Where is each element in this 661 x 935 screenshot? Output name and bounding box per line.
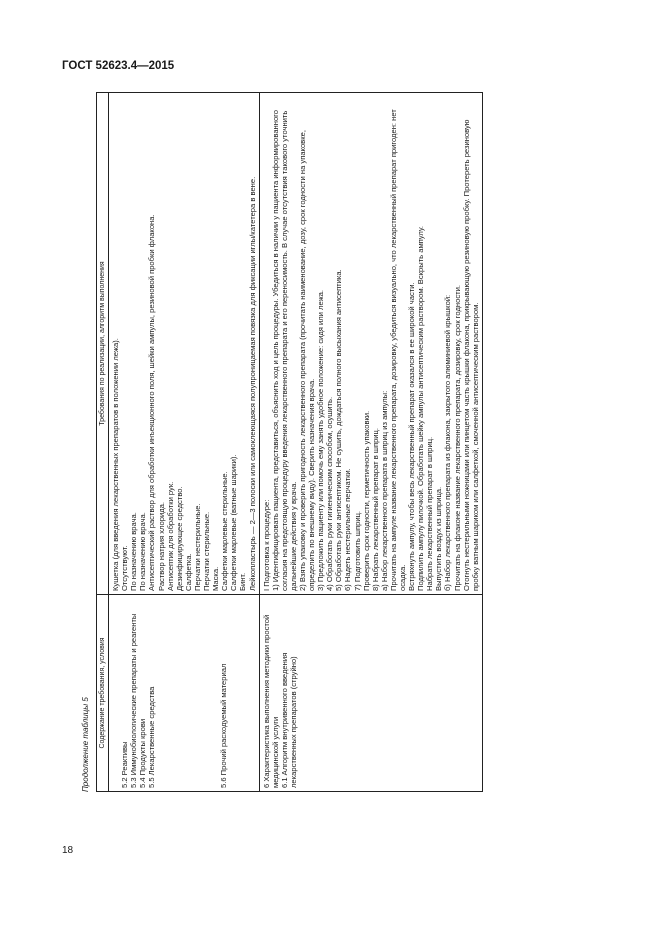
list-item: По назначению врача.: [129, 512, 139, 591]
list-item: Салфетка.: [183, 553, 193, 591]
table-header-row: [97, 93, 109, 792]
row1-left-cell: [109, 595, 260, 792]
requirements-table: [96, 92, 483, 792]
list-item: 5.4 Продукты крови: [138, 718, 148, 788]
list-item: 6 Характеристика выполнения методики простой медицинской услуги: [261, 614, 280, 788]
list-item: Кушетка (для введения лекарственных препаратов в положении лежа).: [111, 338, 121, 591]
row1-right-cell: [109, 93, 260, 595]
list-item: 6.1 Алгоритм внутривенного введения лекарственных препаратов (струйно): [279, 652, 298, 788]
list-item: Бинт.: [238, 572, 248, 591]
list-item: I Подготовка к процедуре:: [261, 499, 271, 591]
list-item: 2) Взять упаковку и проверить пригодность лекарственного препарата (прочитать наименование, дозу, срок годности на упаковке, определить по внешнему виду). Сверить назначения врача.: [297, 130, 317, 591]
list-item: По назначению врача.: [138, 512, 148, 591]
list-item: Перчатки нестерильные.: [192, 503, 202, 591]
list-item: Прочитать на флаконе название лекарственного препарата, дозировку, срок годности.: [452, 285, 462, 591]
table-continuation-label: Продолжение таблицы 5: [81, 697, 90, 792]
list-item: Прочитать на ампуле название лекарственного препарата, дозировку, убедиться визуально, что лекарственный препарат пригоден: нет осадка.: [388, 109, 407, 591]
page-number: 18: [62, 845, 74, 856]
list-item: 5.2 Реактивы: [120, 741, 130, 788]
list-item: Перчатки стерильные.: [202, 511, 212, 591]
rotated-table-sheet: [78, 92, 618, 792]
list-item: Отогнуть нестерильными ножницами или пинцетом часть крышки флакона, прикрывающую резиновую пробку. Протереть резиновую пробку ватным шариком или салфеткой, смоченной антисептическим раствором.: [461, 119, 480, 591]
list-item: б) Набор лекарственного препарата из флакона, закрытого алюминиевой крышкой:: [443, 294, 453, 591]
list-item: 7) Подготовить шприц.: [352, 510, 362, 591]
list-item: Антисептик для обработки рук.: [165, 481, 175, 591]
column-header-requirements: Требования по реализации, алгоритм выполнения: [97, 93, 109, 595]
row2-left-cell: [259, 595, 482, 792]
list-item: Подпилить ампулу пилочкой. Обработать шейку ампулы антисептическим раствором. Вскрыть ампулу.: [416, 226, 426, 591]
list-item: 8) Набрать лекарственный препарат в шприц.: [370, 427, 380, 591]
list-item: 5) Обработать руки антисептиком. Не сушить, дождаться полного высыхания антисептика.: [334, 269, 344, 591]
list-item: Дезинфицирующее средство.: [174, 486, 184, 591]
list-item: Салфетки марлевые стерильные.: [220, 471, 230, 591]
list-item: 4) Обработать руки гигиеническим способом, осушить.: [325, 396, 335, 591]
table-row: [109, 93, 260, 792]
list-item: 1) Идентифицировать пациента, представиться, объяснить ход и цель процедуры. Убедиться в наличии у пациента информированного согласия на предстоящую процедуру введения лекарственного препарата и его переносимость. В случае отсутствия такового уточнить дальнейшие действия у врача.: [270, 110, 298, 591]
row2-right-cell: [259, 93, 482, 595]
list-item: Салфетки марлевые (ватные шарики).: [229, 454, 239, 591]
list-item: 6) Надеть нестерильные перчатки.: [343, 468, 353, 591]
list-item: 3) Предложить пациенту или помочь ему занять удобное положение: сидя или лежа.: [316, 289, 326, 591]
column-header-condition: Содержание требования, условия: [97, 595, 109, 792]
list-item: 5.3 Иммунобиологические препараты и реагенты: [129, 613, 139, 788]
list-item: Лейкопластырь — 2—3 полоски или самоклеющаяся полупроницаемая повязка для фиксации иглы/катетера в вене.: [247, 176, 257, 591]
table-row: [259, 93, 482, 792]
list-item: а) Набор лекарственного препарата в шприц из ампулы:: [379, 390, 389, 591]
document-header: ГОСТ 52623.4—2015: [62, 60, 175, 72]
list-item: 5.6 Прочий расходуемый материал: [219, 663, 229, 788]
list-item: Маска.: [211, 566, 221, 591]
list-item: Отсутствуют.: [120, 545, 130, 591]
list-item: Набрать лекарственный препарат в шприц.: [425, 436, 435, 591]
list-item: Выпустить воздух из шприца.: [434, 486, 444, 591]
list-item: 5.5 Лекарственные средства: [147, 686, 157, 788]
list-item: Антисептический раствор для обработки инъекционного поля, шейки ампулы, резиновой пробки флакона.: [147, 214, 157, 591]
list-item: Раствор натрия хлорида.: [156, 502, 166, 591]
list-item: Встряхнуть ампулу, чтобы весь лекарственный препарат оказался в ее широкой части.: [407, 282, 417, 591]
list-item: Проверить срок годности, герметичность упаковки.: [361, 410, 371, 591]
